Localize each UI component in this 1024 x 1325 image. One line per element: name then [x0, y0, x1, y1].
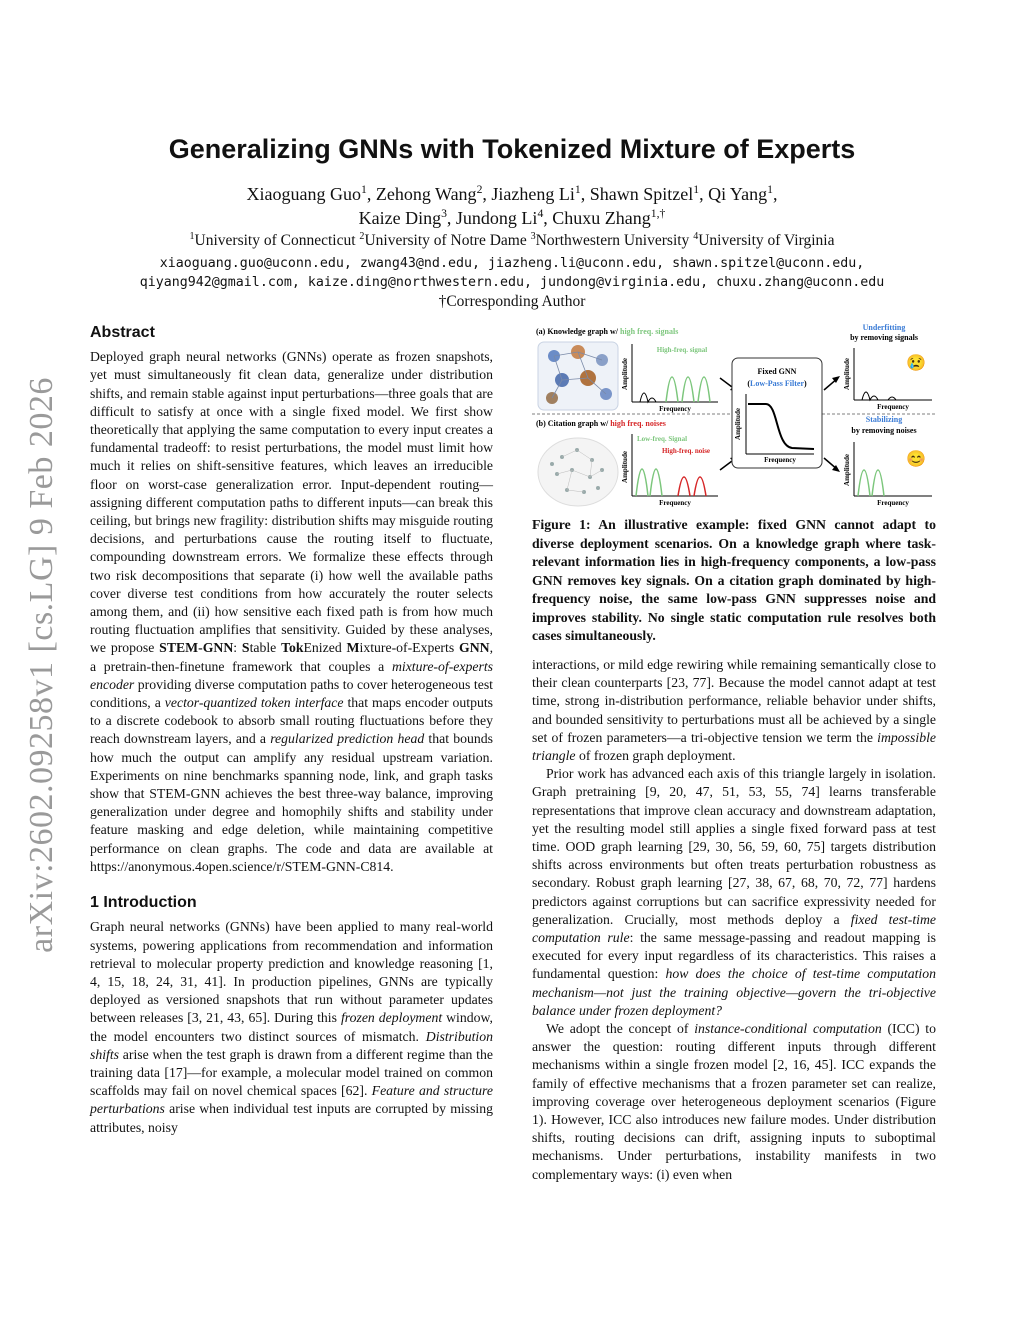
knowledge-graph-image: [538, 342, 618, 410]
right-para-2: Prior work has advanced each axis of this triangle largely in isolation. Graph pretraining [9, 20, 47, 51, 53, 55, 74] learns transferable representations that improve clean accuracy and downstream adaptation, yet the resulting model still applies a single fixed forward pass at test time. OOD graph learning [29, 30, 56, 59, 60, 75] targets distribution shifts across environments but often treats perturbation robustness as secondary. Robust graph learning [27, 38, 67, 68, 70, 72, 77] hardens predictors against corruptions but can sacrifice expressivity needed for generalization. Crucially, most methods deploy a fixed test-time computation rule: the same message-passing and readout mapping is executed for every input regardless of its characteristics. This raises a fundamental question: how does the choice of test-time computation mechanism—not just the training objective—govern the tri-objective balance under frozen deployment?: [532, 766, 937, 1018]
right-para-1: interactions, or mild edge rewiring while remaining semantically close to their clean counterparts [23, 77]. Because the model cannot adapt at test time, strong in-distribution performance, reliable behavior under shifts, and bounded sensitivity to perturbations must all be achieved by a single set of frozen parameters—a tri-objective tension we term the impossible triangle of frozen graph deployment.: [532, 657, 936, 764]
corresponding-note: †Corresponding Author: [438, 293, 586, 310]
svg-text:Amplitude: Amplitude: [621, 358, 629, 390]
svg-text:Amplitude: Amplitude: [843, 454, 851, 486]
authors-line-2: Kaize Ding$^3$, Jundong Li$^4$, Chuxu Zhang$^{1,\dagger}$: [358, 207, 666, 228]
arxiv-stamp: arXiv:2602.09258v1 [cs.LG] 9 Feb 2026: [23, 377, 60, 953]
intro-heading: 1 Introduction: [90, 894, 197, 912]
svg-text:by removing noises: by removing noises: [851, 426, 917, 435]
bottom-output-spectrum: [843, 415, 932, 507]
svg-text:by removing signals: by removing signals: [850, 333, 918, 342]
emails-line-2: qiyang942@gmail.com, kaize.ding@northwestern.edu, jundong@virginia.edu, chuxu.zhang@uconn.edu: [139, 275, 885, 290]
figure-label-b: (b) Citation graph w/ high freq. noises: [536, 419, 666, 428]
svg-text:Frequency: Frequency: [764, 456, 796, 464]
svg-text:Amplitude: Amplitude: [843, 358, 851, 390]
abstract-body: Deployed graph neural networks (GNNs) operate as frozen snapshots, yet must simultaneously fit clean data, generalize under distribution shifts, and remain stable against input perturbations—three goals that are difficult to satisfy at once with a single fixed model. We first show theoretically that applying the same computation to every input creates a fundamental tradeoff: to resist perturbations, the model must limit how much it relies on shift-sensitive features, which leaves an irreducible floor on worst-case generalization error. Input-dependent routing—assigning different computation paths to different inputs—can break this ceiling, but brings new fragility: distribution shifts may misguide routing decisions, and perturbations cause the routing itself to fluctuate, compounding downstream errors. We formalize these effects through two risk decompositions that separate (i) how well the available paths cover diverse test conditions from how accurately the router selects among them, and (ii) how sensitive each fixed path is from how much routing fluctuation amplifies that sensitivity. Guided by these analyses, we propose STEM-GNN: Stable TokEnized Mixture-of-Experts GNN, a pretrain-then-finetune framework that couples a mixture-of-experts encoder providing diverse computation paths to cover heterogeneous test conditions, a vector-quantized token interface that maps encoder outputs to a discrete codebook to absorb small routing fluctuations before they reach downstream layers, and a regularized prediction head that bounds how much the output can amplify any residual upstream variation. Experiments on nine benchmarks spanning node, link, and graph tasks show that STEM-GNN achieves the best three-way balance, improving generalization under degree and homophily shifts and stability under feature masking and edge deletion, while maintaining competitive performance on clean graphs. The code and data are available at https://anonymous.4open.science/r/STEM-GNN-C814.: [90, 349, 493, 874]
figure-label-a: (a) Knowledge graph w/ high freq. signals: [536, 327, 679, 336]
svg-text:Amplitude: Amplitude: [621, 451, 629, 483]
paper-title: Generalizing GNNs with Tokenized Mixture of Experts: [168, 134, 856, 164]
top-input-spectrum: [621, 344, 718, 413]
right-column: [532, 656, 936, 1184]
affiliations: $^1$University of Connecticut $^2$University of Notre Dame $^3$Northwestern University $^4$University of Virginia: [189, 230, 835, 249]
svg-text:(Low-Pass Filter): (Low-Pass Filter): [747, 379, 807, 388]
sad-face-icon: 😢: [906, 355, 926, 372]
svg-text:High-freq. signal: High-freq. signal: [656, 346, 708, 354]
svg-text:Low-freq. Signal: Low-freq. Signal: [636, 435, 688, 443]
happy-face-icon: 😊: [906, 451, 926, 468]
svg-text:Frequency: Frequency: [877, 499, 909, 507]
fixed-gnn-box: [732, 358, 822, 468]
svg-text:Stabilizing: Stabilizing: [865, 415, 903, 424]
svg-text:Frequency: Frequency: [877, 403, 909, 411]
svg-text:Underfitting: Underfitting: [862, 323, 906, 332]
authors-line-1: Xiaoguang Guo$^1$, Zehong Wang$^2$, Jiazheng Li$^1$, Shawn Spitzel$^1$, Qi Yang$^1$,: [246, 183, 778, 204]
bottom-input-spectrum: [621, 434, 718, 507]
svg-text:Amplitude: Amplitude: [734, 408, 742, 440]
figure-1: [532, 322, 936, 514]
right-para-3: We adopt the concept of instance-conditional computation (ICC) to answer the question: routing different inputs through different mechanisms within a single frozen model [2, 16, 45]. ICC expands the family of effective mechanisms that a frozen parameter set can realize, improving coverage over heterogeneous deployment scenarios (Figure 1). However, ICC also introduces new failure modes. Under distribution shifts, routing decisions can drift, assigning inputs to suboptimal mechanisms. Under perturbations, instability manifests in two complementary ways: (i) even when: [532, 1021, 936, 1182]
svg-text:Fixed GNN: Fixed GNN: [757, 367, 797, 376]
top-output-spectrum: [843, 323, 932, 411]
svg-text:Frequency: Frequency: [659, 405, 691, 413]
citation-graph-image: [538, 438, 618, 506]
left-column: [90, 324, 493, 1137]
svg-text:High-freq. noise: High-freq. noise: [661, 447, 711, 455]
figure-caption: Figure 1: An illustrative example: fixed GNN cannot adapt to diverse deployment scenarios. On a knowledge graph where task-relevant information lies in high-frequency components, a low-pass GNN removes key signals. On a citation graph dominated by high-frequency noise, the same low-pass GNN suppresses noise and improves stability. No single static computation rule resolves both cases simultaneously.: [532, 517, 936, 643]
abstract-heading: Abstract: [90, 324, 155, 341]
intro-body: Graph neural networks (GNNs) have been applied to many real-world systems, powering applications from recommendation and information retrieval to molecular property prediction and knowledge reasoning [1, 4, 15, 18, 24, 31, 41]. In production pipelines, GNNs are typically deployed as versioned snapshots that run without parameter updates between releases [3, 21, 43, 65]. During this frozen deployment window, the model encounters two distinct sources of mismatch. Distribution shifts arise when the test graph is drawn from a different regime than the training data [17]—for example, a molecular model trained on common scaffolds may fail on novel chemical spaces [62]. Feature and structure perturbations arise when individual test inputs are corrupted by missing attributes, noisy: [90, 919, 493, 1135]
svg-text:Frequency: Frequency: [659, 499, 691, 507]
emails-line-1: xiaoguang.guo@uconn.edu, zwang43@nd.edu, jiazheng.li@uconn.edu, shawn.spitzel@uconn.edu,: [159, 256, 865, 271]
